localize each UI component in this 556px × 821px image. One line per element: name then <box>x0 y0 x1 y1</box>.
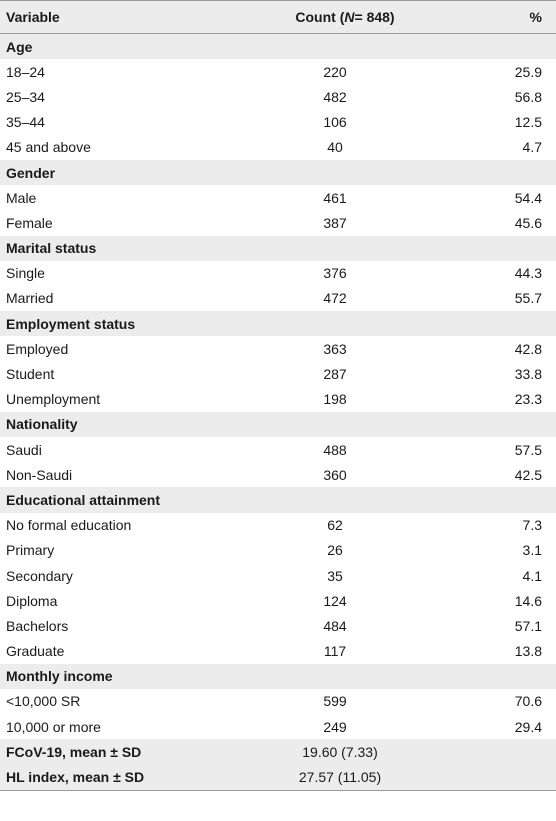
row-count: 488 <box>323 441 347 458</box>
header-percent: % <box>529 9 542 25</box>
row-label: Married <box>6 290 54 307</box>
row-label: Primary <box>6 542 55 559</box>
table-row <box>0 714 556 739</box>
row-count: 198 <box>323 391 347 408</box>
row-label: Single <box>6 265 45 282</box>
section-header <box>0 160 556 185</box>
row-label: Non-Saudi <box>6 466 73 483</box>
header-count-prefix: Count ( <box>295 9 345 25</box>
row-count: 472 <box>323 290 347 307</box>
table-row <box>0 110 556 135</box>
table-body <box>0 34 556 790</box>
row-percent: 4.1 <box>522 567 542 584</box>
table-row <box>0 387 556 412</box>
table-row <box>0 336 556 361</box>
row-percent: 25.9 <box>514 63 542 80</box>
row-count: 484 <box>323 617 347 634</box>
header-variable: Variable <box>6 9 60 25</box>
summary-label: FCoV-19, mean ± SD <box>6 743 142 760</box>
table-row <box>0 513 556 538</box>
summary-label: HL index, mean ± SD <box>6 769 145 786</box>
row-percent: 42.5 <box>514 466 542 483</box>
table-row <box>0 261 556 286</box>
table-row <box>0 437 556 462</box>
row-count: 35 <box>327 567 343 584</box>
row-count: 387 <box>323 214 347 231</box>
row-count: 249 <box>323 718 347 735</box>
row-percent: 33.8 <box>514 366 542 383</box>
row-count: 40 <box>327 139 343 156</box>
summary-row <box>0 739 556 764</box>
row-count: 360 <box>323 466 347 483</box>
row-count: 26 <box>327 542 343 559</box>
row-label: Female <box>6 214 53 231</box>
row-count: 106 <box>323 114 347 131</box>
row-count: 117 <box>323 643 347 660</box>
row-percent: 55.7 <box>514 290 542 307</box>
table-row <box>0 613 556 638</box>
summary-value: 27.57 (11.05) <box>298 769 382 786</box>
row-percent: 70.6 <box>514 693 542 710</box>
section-title: Nationality <box>6 416 78 433</box>
row-label: 10,000 or more <box>6 718 101 735</box>
row-percent: 7.3 <box>522 517 542 534</box>
table-row <box>0 588 556 613</box>
row-label: 35–44 <box>6 114 45 131</box>
row-label: 45 and above <box>6 139 91 156</box>
row-label: Graduate <box>6 643 65 660</box>
row-label: <10,000 SR <box>6 693 81 710</box>
row-count: 124 <box>323 592 347 609</box>
section-title: Monthly income <box>6 668 113 685</box>
row-label: Student <box>6 366 55 383</box>
row-label: No formal education <box>6 517 132 534</box>
row-label: Saudi <box>6 441 42 458</box>
section-header <box>0 34 556 59</box>
row-percent: 56.8 <box>514 88 542 105</box>
section-title: Employment status <box>6 315 136 332</box>
table-row <box>0 563 556 588</box>
table-row <box>0 462 556 487</box>
row-label: Bachelors <box>6 617 69 634</box>
row-label: Employed <box>6 340 69 357</box>
section-title: Educational attainment <box>6 491 161 508</box>
table-bottom-rule <box>0 790 556 791</box>
row-count: 287 <box>323 366 347 383</box>
row-label: Male <box>6 189 37 206</box>
table-row <box>0 286 556 311</box>
row-count: 62 <box>327 517 343 534</box>
table-row <box>0 639 556 664</box>
row-count: 363 <box>323 340 347 357</box>
section-header <box>0 236 556 261</box>
row-percent: 13.8 <box>514 643 542 660</box>
section-title: Marital status <box>6 240 97 257</box>
table-row <box>0 84 556 109</box>
section-header <box>0 487 556 512</box>
table-row <box>0 361 556 386</box>
table-row <box>0 59 556 84</box>
summary-value: 19.60 (7.33) <box>302 743 378 760</box>
row-percent: 12.5 <box>514 114 542 131</box>
row-percent: 23.3 <box>514 391 542 408</box>
row-label: Diploma <box>6 592 58 609</box>
table-row <box>0 185 556 210</box>
header-count-suffix: = 848) <box>354 9 395 25</box>
row-percent: 57.5 <box>514 441 542 458</box>
row-label: 25–34 <box>6 88 45 105</box>
section-header <box>0 664 556 689</box>
summary-row <box>0 764 556 789</box>
section-header <box>0 311 556 336</box>
row-percent: 44.3 <box>514 265 542 282</box>
row-percent: 4.7 <box>522 139 542 156</box>
row-count: 376 <box>323 265 347 282</box>
row-label: Secondary <box>6 567 73 584</box>
row-percent: 57.1 <box>514 617 542 634</box>
header-count-n: N <box>344 9 355 25</box>
row-percent: 45.6 <box>514 214 542 231</box>
row-percent: 42.8 <box>514 340 542 357</box>
section-header <box>0 412 556 437</box>
row-count: 220 <box>323 63 347 80</box>
table-row <box>0 538 556 563</box>
row-label: Unemployment <box>6 391 101 408</box>
header-count <box>270 1 420 33</box>
section-title: Age <box>6 38 33 55</box>
row-count: 599 <box>323 693 347 710</box>
table-row <box>0 689 556 714</box>
row-count: 482 <box>323 88 347 105</box>
section-title: Gender <box>6 164 56 181</box>
table-row <box>0 135 556 160</box>
row-percent: 3.1 <box>522 542 542 559</box>
table-row <box>0 210 556 235</box>
row-percent: 29.4 <box>514 718 542 735</box>
table-header <box>0 0 556 34</box>
row-count: 461 <box>323 189 347 206</box>
row-percent: 14.6 <box>514 592 542 609</box>
row-label: 18–24 <box>6 63 45 80</box>
row-percent: 54.4 <box>514 189 542 206</box>
